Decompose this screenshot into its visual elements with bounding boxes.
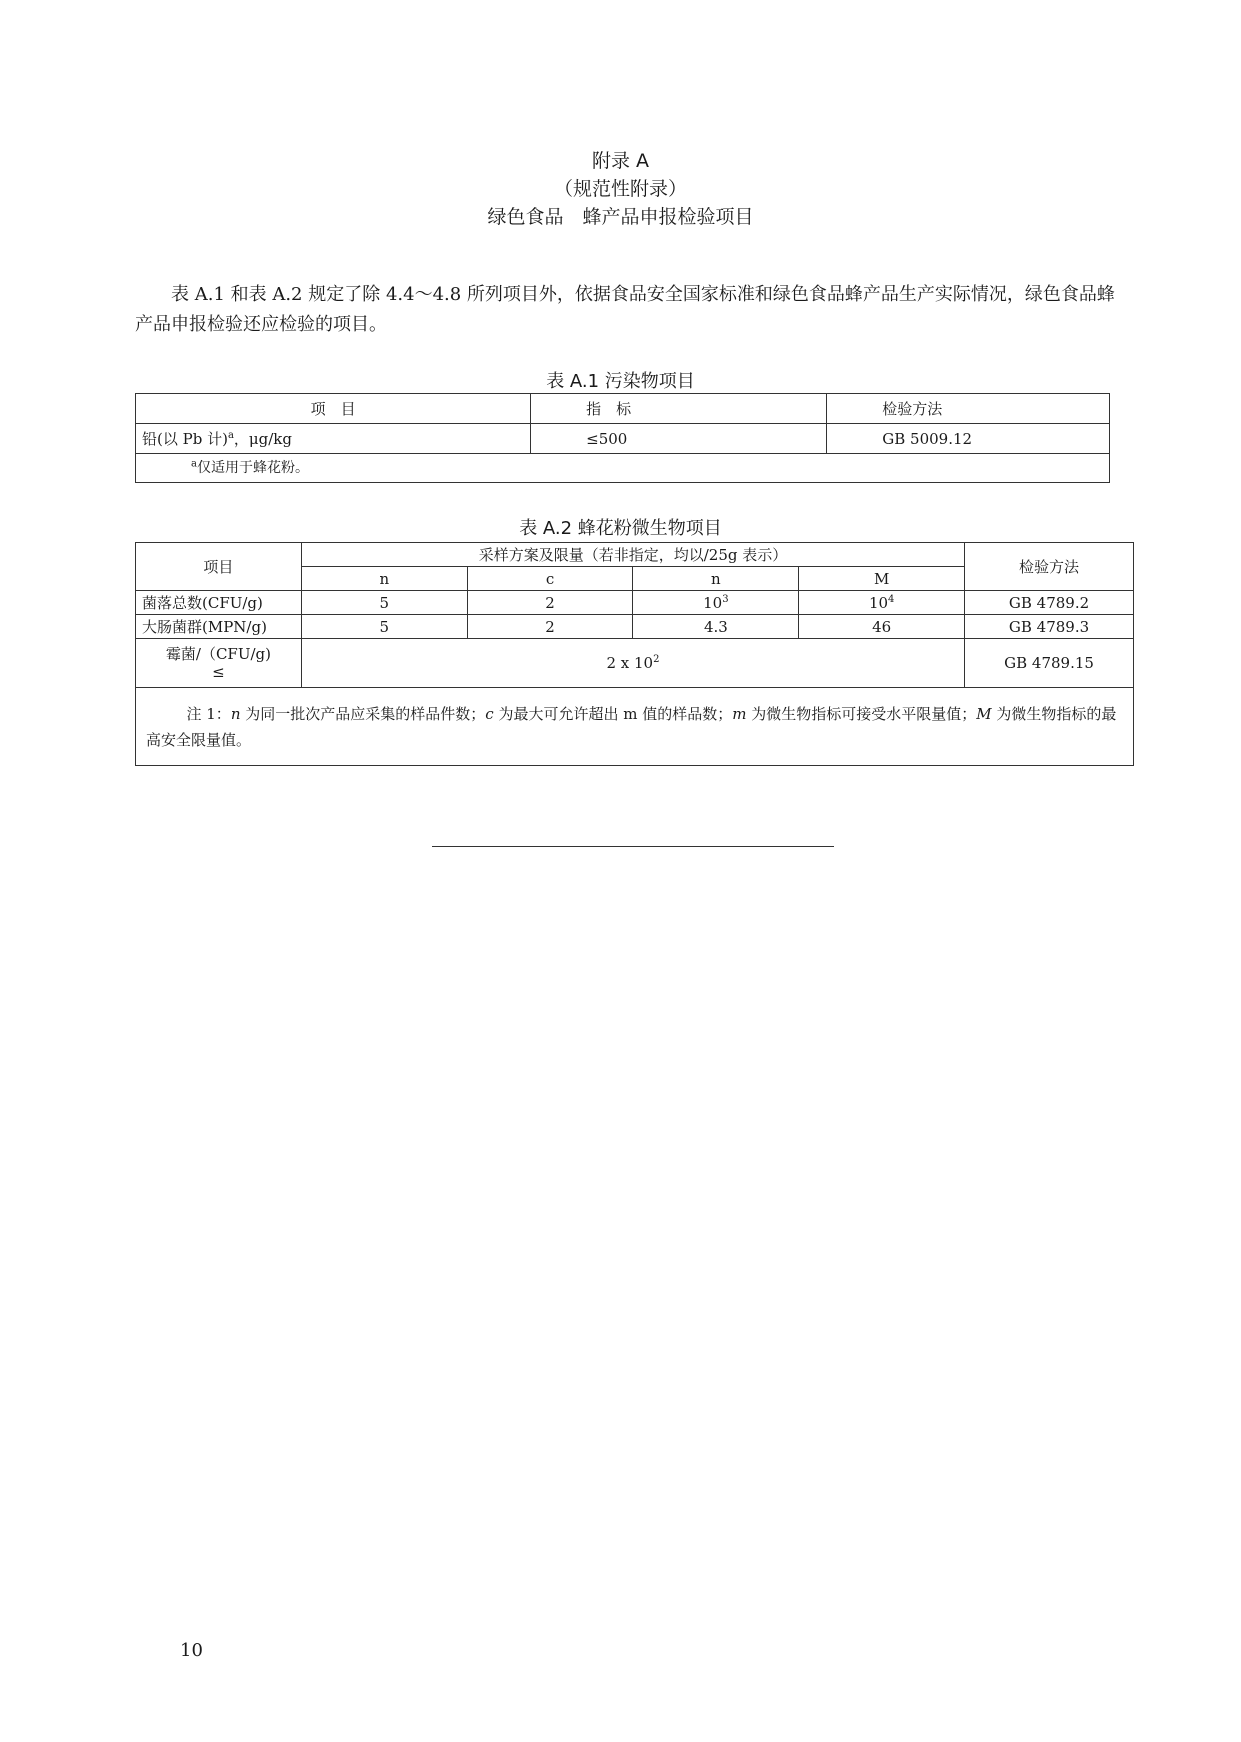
mold-limit-base: 2 x 10 xyxy=(606,654,654,672)
mold-item xyxy=(136,639,302,688)
table-row xyxy=(136,424,1110,454)
end-rule xyxy=(432,846,834,847)
header-method: 检验方法 xyxy=(965,543,1134,591)
row-n: 5 xyxy=(301,591,467,615)
note-text-3: 为微生物指标可接受水平限量值； xyxy=(746,704,977,723)
row-m: 4.3 xyxy=(633,615,799,639)
row-method: GB 5009.12 xyxy=(827,424,1110,454)
intro-paragraph: 表 A.1 和表 A.2 规定了除 4.4～4.8 所列项目外，依据食品安全国家标准和绿色食品蜂产品生产实际情况，绿色食品蜂产品申报检验还应检验的项目。 xyxy=(135,284,1115,335)
table-row xyxy=(136,615,1134,639)
table-note-row xyxy=(136,688,1134,766)
table-note-row xyxy=(136,454,1110,483)
row-limit: ≤500 xyxy=(531,424,827,454)
page-number: 10 xyxy=(180,1640,203,1661)
table-header-row xyxy=(136,394,1110,424)
note-text-2: 为最大可允许超出 m 值的样品数； xyxy=(493,704,733,723)
item-name: 铅(以 Pb 计) xyxy=(142,429,228,448)
table-header-row xyxy=(136,543,1134,567)
note-text: 仅适用于蜂花粉。 xyxy=(196,460,309,476)
header-limit: 指 标 xyxy=(531,394,827,424)
row-method: GB 4789.3 xyxy=(965,615,1134,639)
row-item xyxy=(136,424,531,454)
mold-limit-exponent: 2 xyxy=(653,654,660,665)
M-base: 10 xyxy=(868,593,889,612)
note-text-1: 为同一批次产品应采集的样品件数； xyxy=(240,704,486,723)
row-item: 大肠菌群(MPN/g) xyxy=(136,615,302,639)
row-c: 2 xyxy=(467,615,633,639)
header-item: 项目 xyxy=(136,543,302,591)
table1-note xyxy=(136,454,1110,483)
mold-limit xyxy=(301,639,964,688)
note-text-4: 为微生物指标的最高安全限量值。 xyxy=(146,704,1117,749)
note-prefix: 注 1： xyxy=(186,704,231,723)
row-item: 菌落总数(CFU/g) xyxy=(136,591,302,615)
table1-caption: 表 A.1 污染物项目 xyxy=(546,371,695,392)
table2-caption: 表 A.2 蜂花粉微生物项目 xyxy=(519,518,722,539)
item-unit: ，μg/kg xyxy=(233,429,293,448)
subheader-M: M xyxy=(799,567,965,591)
table-row xyxy=(136,591,1134,615)
row-m xyxy=(633,591,799,615)
subheader-c: c xyxy=(467,567,633,591)
note-var-M: M xyxy=(976,704,992,723)
mold-item-line1: 霉菌/（CFU/g) xyxy=(165,645,271,663)
row-c: 2 xyxy=(467,591,633,615)
header-plan: 采样方案及限量（若非指定，均以/25g 表示） xyxy=(301,543,964,567)
row-n: 5 xyxy=(301,615,467,639)
subheader-n: n xyxy=(301,567,467,591)
header-method: 检验方法 xyxy=(827,394,1110,424)
appendix-title: 附录 A xyxy=(591,150,650,172)
footnote-mark: a xyxy=(227,429,234,441)
note-var-c: c xyxy=(485,704,494,723)
mold-method: GB 4789.15 xyxy=(965,639,1134,688)
M-exponent: 4 xyxy=(888,593,895,605)
table-row xyxy=(136,639,1134,688)
m-base: 10 xyxy=(703,593,723,612)
mold-item-line2: ≤ xyxy=(212,663,225,681)
m-exponent: 3 xyxy=(722,593,729,605)
note-mark: a xyxy=(191,458,197,470)
subheader-m: n xyxy=(633,567,799,591)
header-item: 项 目 xyxy=(136,394,531,424)
microbe-table xyxy=(135,542,1134,766)
row-method: GB 4789.2 xyxy=(965,591,1134,615)
note-var-n: n xyxy=(230,704,241,723)
appendix-subject: 绿色食品 蜂产品申报检验项目 xyxy=(487,206,754,228)
note-var-m: m xyxy=(732,704,747,723)
table2-note xyxy=(136,688,1134,766)
row-M xyxy=(799,591,965,615)
row-M: 46 xyxy=(799,615,965,639)
contaminant-table xyxy=(135,393,1110,483)
appendix-type: （规范性附录） xyxy=(553,178,687,200)
